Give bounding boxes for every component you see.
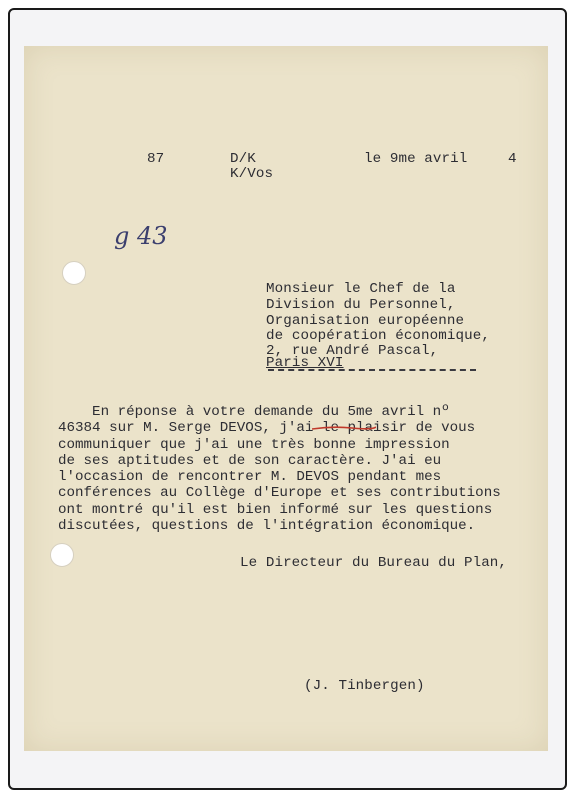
recipient-line-3: Organisation européenne — [266, 313, 465, 329]
closing-line: Le Directeur du Bureau du Plan, — [240, 555, 508, 571]
signature-name: (J. Tinbergen) — [304, 678, 425, 694]
body-line-8: discutées, questions de l'intégration économique. — [58, 518, 476, 535]
letter-date: le 9me avril — [364, 151, 468, 167]
letter-body — [58, 404, 501, 534]
body-line-2: 46384 sur M. Serge DEVOS, j'ai le plaisir de vous — [58, 420, 476, 437]
recipient-line-2: Division du Personnel, — [266, 297, 456, 313]
body-line-7: ont montré qu'il est bien informé sur les questions — [58, 501, 493, 518]
reference-code-2: K/Vos — [230, 166, 274, 182]
recipient-line-6: Paris XVI — [266, 355, 344, 371]
recipient-underline — [268, 369, 476, 371]
letter-page — [24, 46, 548, 751]
body-line-6: conférences au Collège d'Europe et ses contributions — [58, 485, 501, 502]
body-line-4: de ses aptitudes et de son caractère. J'ai eu — [58, 452, 442, 469]
reference-code-1: D/K — [230, 151, 256, 167]
recipient-line-4: de coopération économique, — [266, 328, 490, 344]
recipient-line-1: Monsieur le Chef de la — [266, 281, 456, 297]
handwritten-annotation: g 43 — [114, 222, 168, 250]
punch-hole-top — [62, 261, 86, 285]
recipient-line-5: 2, rue André Pascal, — [266, 343, 439, 359]
body-line-1: En réponse à votre demande du 5me avril nº — [58, 404, 450, 420]
red-pen-mark — [312, 426, 376, 430]
letter-date-year: 4 — [508, 151, 517, 167]
reference-number: 87 — [147, 151, 165, 167]
punch-hole-bottom — [50, 543, 74, 567]
body-line-3: communiquer que j'ai une très bonne impression — [58, 436, 450, 453]
body-line-5: l'occasion de rencontrer M. DEVOS pendant mes — [58, 469, 442, 486]
